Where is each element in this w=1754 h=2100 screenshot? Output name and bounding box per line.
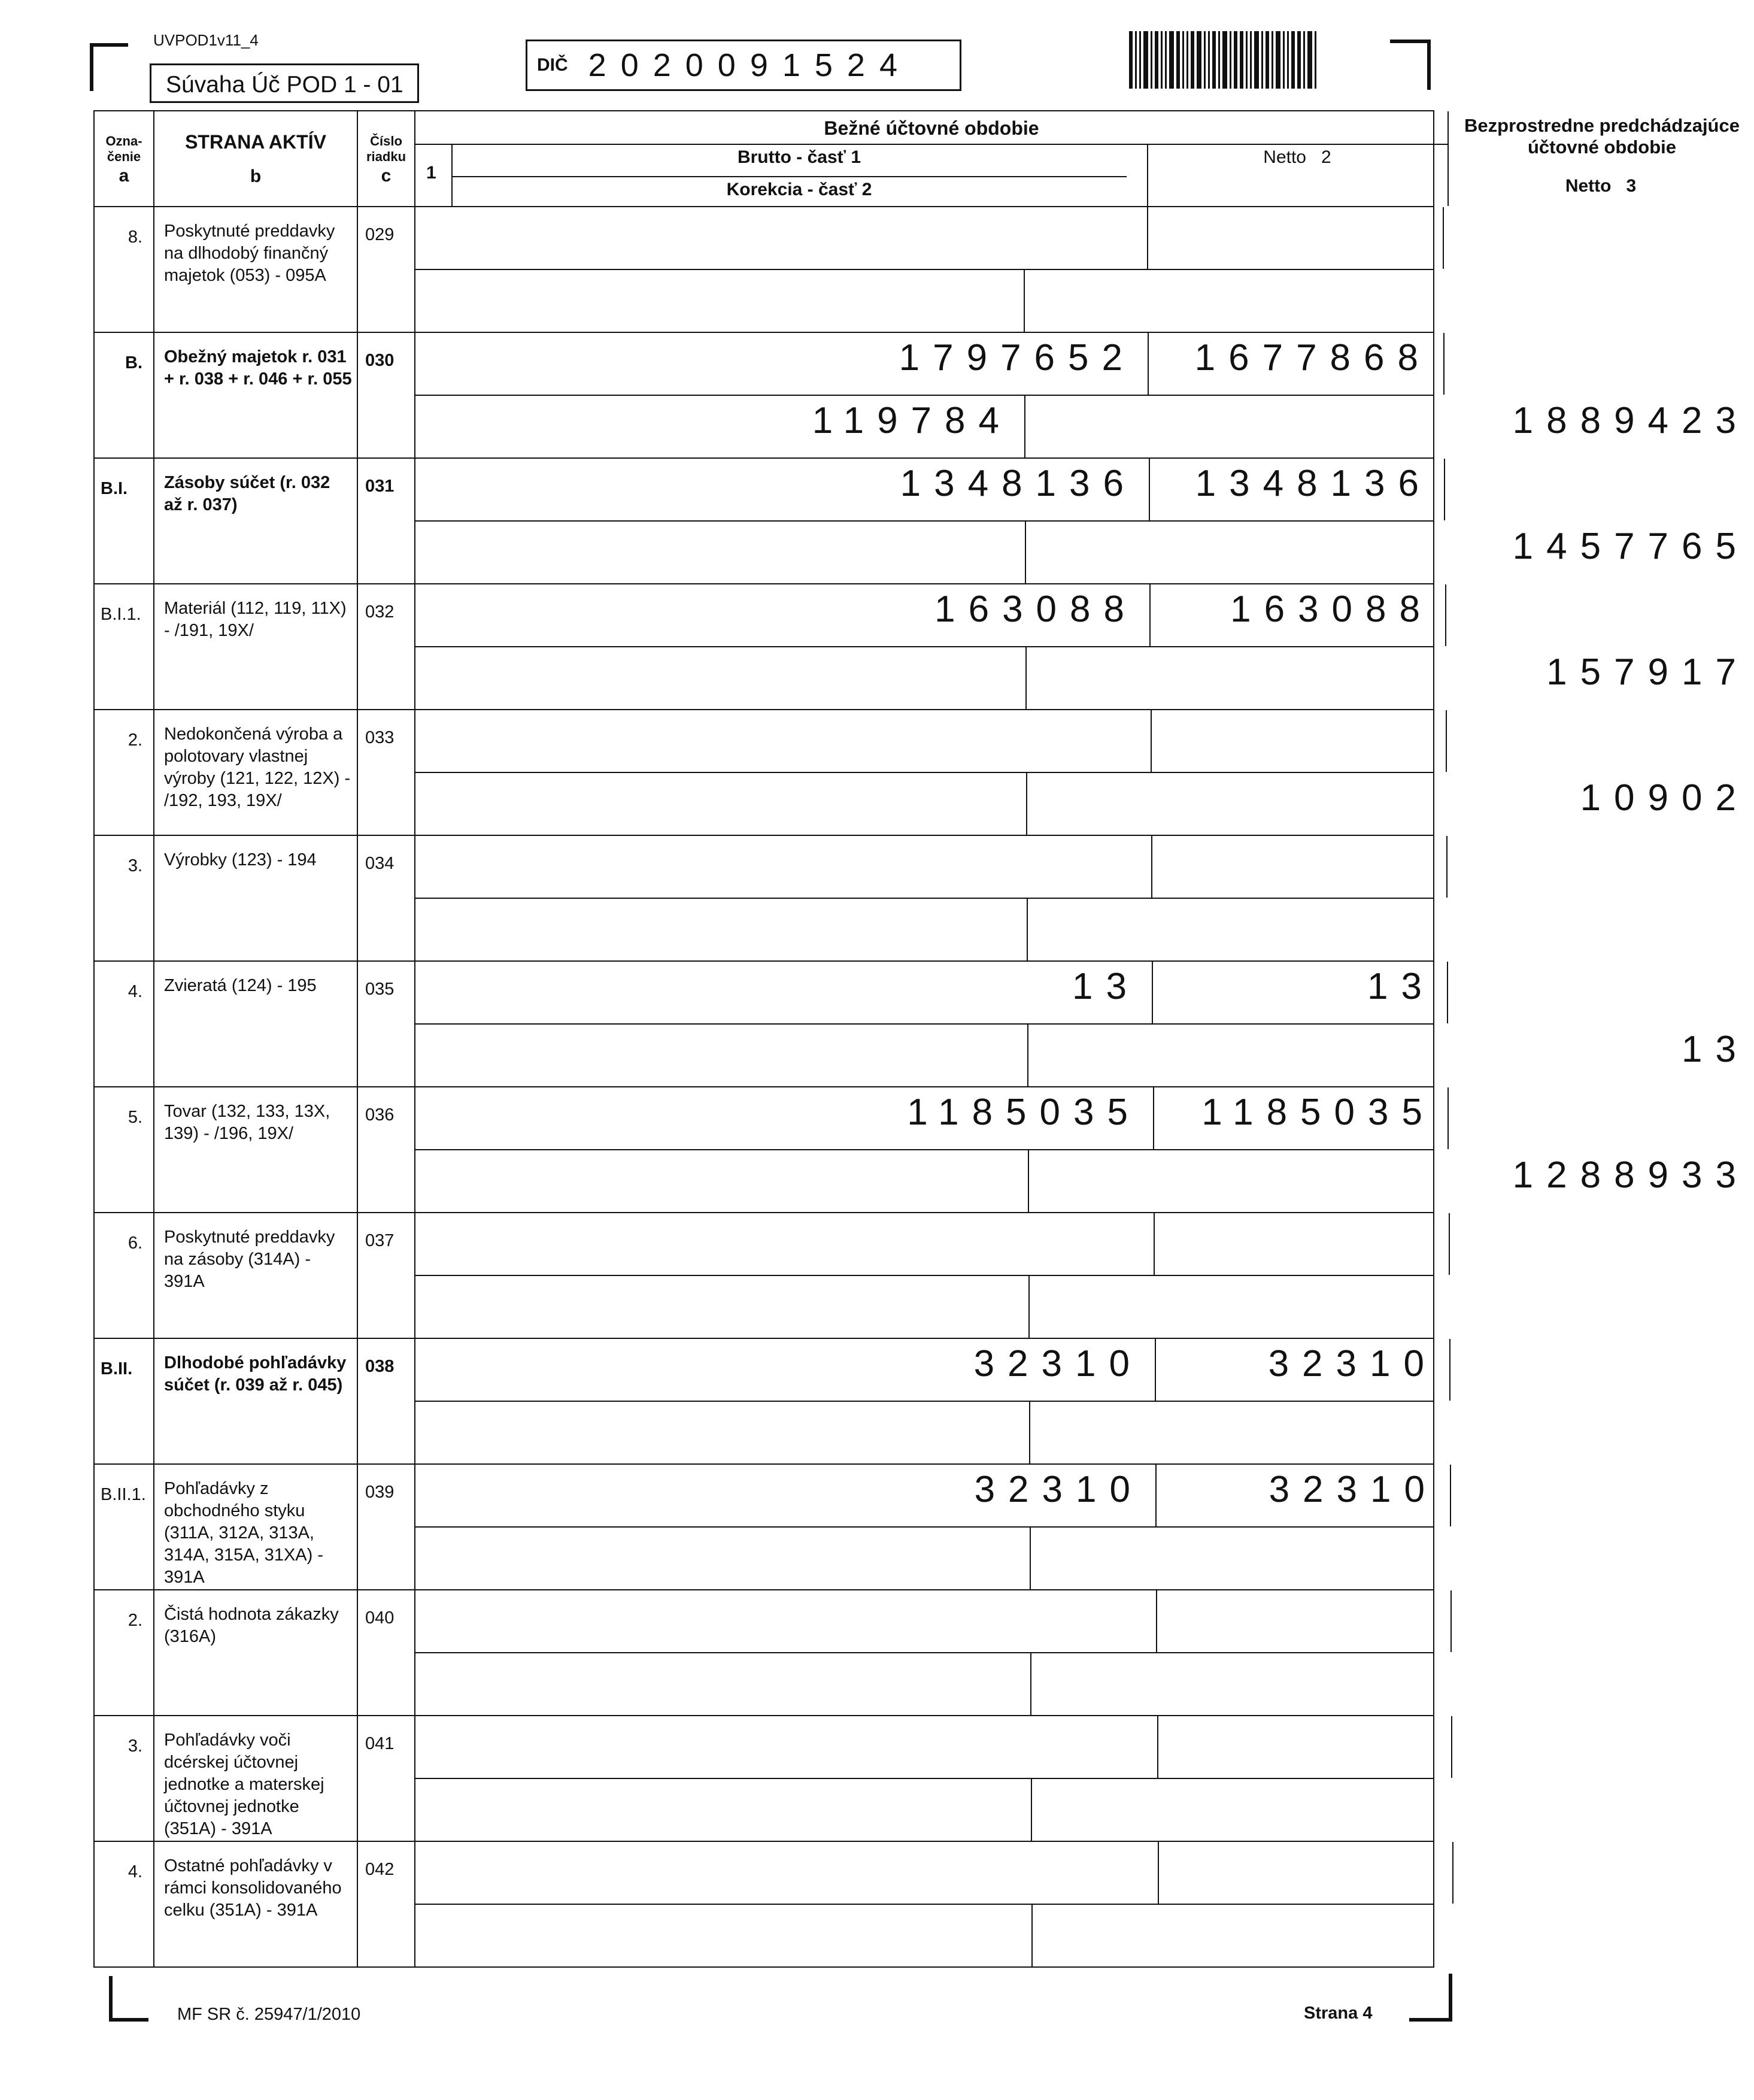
row-mark: 4. <box>94 1841 154 1967</box>
row-label: Pohľadávky voči dcérskej účtovnej jednotke a materskej účtovnej jednotke (351A) - 391A <box>154 1716 357 1841</box>
table-row <box>94 584 1434 710</box>
row-values <box>415 1087 1749 1213</box>
row-mark: 4. <box>94 961 154 1087</box>
row-number: 037 <box>357 1213 415 1338</box>
barcode-bar <box>1287 31 1289 89</box>
netto-prev-value: 157917 <box>1546 651 1749 693</box>
brutto-label-text: Brutto - časť 1 <box>737 147 861 167</box>
barcode-bar <box>1266 31 1269 89</box>
row-values <box>415 710 1749 835</box>
barcode-bar <box>1197 31 1201 89</box>
row-label: Obežný majetok r. 031 + r. 038 + r. 046 + r. 055 <box>154 332 357 458</box>
korekcia-divider <box>1027 898 1028 960</box>
netto-divider <box>1158 1842 1159 1904</box>
prev-divider <box>1446 710 1447 772</box>
row-label: Tovar (132, 133, 13X, 139) - /196, 19X/ <box>154 1087 357 1213</box>
korekcia-label-text: Korekcia - časť 2 <box>726 180 872 199</box>
row-mark: 3. <box>94 835 154 961</box>
barcode-bar <box>1297 31 1301 89</box>
barcode-bar <box>1291 31 1295 89</box>
row-label: Výrobky (123) - 194 <box>154 835 357 961</box>
barcode-bar <box>1254 31 1259 89</box>
barcode-bar <box>1135 31 1137 89</box>
barcode-bar <box>1283 31 1285 89</box>
korekcia-label <box>451 180 1147 200</box>
netto-divider <box>1151 710 1152 772</box>
netto-divider <box>1154 1213 1155 1275</box>
row-values <box>415 1338 1437 1464</box>
netto-prev-value: 1457765 <box>1512 526 1749 567</box>
barcode-bar <box>1129 31 1133 89</box>
previous-period-label: Bezprostredne predchádzajúce účtovné obdobie <box>1464 115 1740 157</box>
netto-value: 163088 <box>1230 589 1433 630</box>
barcode-bar <box>1204 31 1206 89</box>
netto-divider <box>1157 1716 1158 1778</box>
col-header-mark-letter: a <box>119 166 129 186</box>
row-mid-line <box>415 1023 1433 1025</box>
prev-divider <box>1450 1590 1452 1652</box>
netto-value: 1185035 <box>1201 1092 1436 1133</box>
netto-divider <box>1156 1590 1157 1652</box>
row-label: Dlhodobé pohľadávky súčet (r. 039 až r. 045) <box>154 1338 357 1464</box>
barcode-bar <box>1240 31 1243 89</box>
row-number: 035 <box>357 961 415 1087</box>
table-row <box>94 710 1434 835</box>
brutto-value: 1185035 <box>907 1092 1141 1133</box>
barcode-bar <box>1212 31 1216 89</box>
footer-page: Strana 4 <box>1304 2004 1373 2023</box>
col-header-values <box>415 111 1740 207</box>
barcode-bar <box>1186 31 1188 89</box>
row-mid-line <box>415 772 1433 773</box>
prev-divider <box>1452 1842 1453 1904</box>
row-mark: B.I.1. <box>94 584 154 710</box>
row-label: Materiál (112, 119, 11X) - /191, 19X/ <box>154 584 357 710</box>
row-mid-line <box>415 1652 1433 1653</box>
row-values <box>415 207 1434 332</box>
row-number: 029 <box>357 207 415 332</box>
brutto-value: 32310 <box>973 1343 1143 1384</box>
barcode-bar <box>1250 31 1252 89</box>
barcode-bar <box>1261 31 1263 89</box>
table-row <box>94 332 1434 458</box>
row-number: 042 <box>357 1841 415 1967</box>
row-mark: B.II. <box>94 1338 154 1464</box>
row-label: Zásoby súčet (r. 032 až r. 037) <box>154 458 357 584</box>
table-row <box>94 1464 1434 1590</box>
barcode-bar <box>1143 31 1148 89</box>
barcode-bar <box>1208 31 1210 89</box>
row-mark: 6. <box>94 1213 154 1338</box>
barcode-bar <box>1161 31 1163 89</box>
prev-divider <box>1446 836 1447 898</box>
netto-value: 1677868 <box>1194 337 1431 378</box>
barcode-bar <box>1191 31 1194 89</box>
col-header-rownum <box>357 111 415 207</box>
row-values <box>415 1464 1438 1590</box>
brutto-value: 163088 <box>934 589 1137 630</box>
row-number: 040 <box>357 1590 415 1716</box>
row-number: 038 <box>357 1338 415 1464</box>
brutto-value: 1797652 <box>899 337 1136 378</box>
row-values <box>415 961 1749 1087</box>
prev-divider <box>1451 1716 1452 1778</box>
table-row <box>94 1087 1434 1213</box>
prev-divider <box>1444 459 1445 520</box>
row-label: Poskytnuté preddavky na zásoby (314A) - 391A <box>154 1213 357 1338</box>
korekcia-divider <box>1030 1652 1031 1715</box>
form-code: UVPOD1v11_4 <box>153 31 259 49</box>
netto-prev-label-num: 3 <box>1626 176 1637 196</box>
korekcia-divider <box>1031 1904 1033 1966</box>
col-header-name <box>154 111 357 207</box>
row-number: 032 <box>357 584 415 710</box>
col-header-name-letter: b <box>250 166 262 186</box>
barcode-bar <box>1272 31 1273 89</box>
row-mid-line <box>415 1401 1433 1402</box>
brutto-label <box>451 147 1147 168</box>
netto-prev-label <box>1447 176 1754 196</box>
row-label: Pohľadávky z obchodného styku (311A, 312A, 313A, 314A, 315A, 31XA) - 391A <box>154 1464 357 1590</box>
dic-label: DIČ <box>537 55 568 75</box>
netto-value: 1348136 <box>1195 463 1432 504</box>
barcode-bar <box>1222 31 1227 89</box>
prev-divider <box>1445 584 1446 646</box>
row-mid-line <box>415 1904 1433 1905</box>
barcode-bar <box>1303 31 1305 89</box>
korekcia-divider <box>1029 1401 1030 1463</box>
row-mark: B. <box>94 332 154 458</box>
row-mark: 3. <box>94 1716 154 1841</box>
netto-prev-value: 13 <box>1682 1029 1749 1070</box>
barcode-bar <box>1182 31 1184 89</box>
row-mid-line <box>415 1526 1433 1528</box>
row-mid-line <box>415 269 1433 270</box>
prev-divider <box>1443 333 1445 395</box>
row-number: 039 <box>357 1464 415 1590</box>
table-row <box>94 207 1434 332</box>
row-number: 031 <box>357 458 415 584</box>
assets-table <box>93 110 1749 1968</box>
korekcia-divider <box>1028 1275 1030 1338</box>
row-label: Zvieratá (124) - 195 <box>154 961 357 1087</box>
col-header-rownum-letter: c <box>381 166 392 186</box>
netto-label <box>1147 147 1447 168</box>
corner-mark-bottom-right <box>1409 2018 1452 2022</box>
netto-value: 32310 <box>1268 1343 1437 1384</box>
row-values <box>415 1716 1434 1841</box>
sheet-title: Súvaha Úč POD 1 - 01 <box>150 63 419 103</box>
row-values <box>415 1590 1434 1716</box>
footer-reference: MF SR č. 25947/1/2010 <box>177 2005 361 2024</box>
barcode-icon <box>1129 31 1348 89</box>
netto-label-text: Netto <box>1263 147 1306 167</box>
prev-divider <box>1449 1213 1450 1275</box>
barcode-bar <box>1139 31 1141 89</box>
current-period-label: Bežné účtovné obdobie <box>824 117 1039 139</box>
row-mid-line <box>415 395 1433 396</box>
row-number: 034 <box>357 835 415 961</box>
row-label: Poskytnuté preddavky na dlhodobý finančný majetok (053) - 095A <box>154 207 357 332</box>
prev-divider <box>1450 1465 1451 1526</box>
corner-mark-bottom-left-v <box>109 1976 113 2022</box>
barcode-bar <box>1307 31 1312 89</box>
barcode-bar <box>1176 31 1180 89</box>
corner-mark-top-right-v <box>1427 40 1431 90</box>
col-header-name-text: STRANA AKTÍV <box>185 131 326 153</box>
brutto-value: 1348136 <box>900 463 1137 504</box>
corner-mark-bottom-left <box>109 2018 148 2022</box>
col-header-mark-text: Ozna- čenie <box>105 134 142 164</box>
barcode-bar <box>1218 31 1220 89</box>
corner-mark-top-right <box>1390 40 1431 43</box>
netto-divider <box>1151 836 1152 898</box>
corner-mark-bottom-right-v <box>1449 1974 1452 2022</box>
row-number: 036 <box>357 1087 415 1213</box>
barcode-bar <box>1276 31 1280 89</box>
brutto-value: 13 <box>1072 966 1140 1007</box>
netto-prev-label-text: Netto <box>1565 176 1612 196</box>
row-number: 030 <box>357 332 415 458</box>
netto-prev-value: 10902 <box>1580 777 1749 819</box>
korekcia-divider <box>1024 269 1025 332</box>
table-row <box>94 1716 1434 1841</box>
row-label: Nedokončená výroba a polotovary vlastnej výroby (121, 122, 12X) - /192, 193, 19X/ <box>154 710 357 835</box>
row-mid-line <box>415 520 1433 522</box>
table-row <box>94 835 1434 961</box>
row-mark: 2. <box>94 1590 154 1716</box>
row-mark: B.II.1. <box>94 1464 154 1590</box>
netto-label-num: 2 <box>1321 147 1331 167</box>
row-mid-line <box>415 646 1433 647</box>
row-values <box>415 1841 1434 1967</box>
netto-value: 13 <box>1367 966 1435 1007</box>
brutto-value: 32310 <box>974 1469 1143 1510</box>
row-values <box>415 1213 1434 1338</box>
row-number: 041 <box>357 1716 415 1841</box>
col-header-rownum-text: Číslo riadku <box>366 134 406 164</box>
korekcia-divider <box>1030 1526 1031 1589</box>
row-mid-line <box>415 1149 1433 1150</box>
dic-value: 2020091524 <box>588 47 912 83</box>
barcode-bar <box>1169 31 1174 89</box>
prev-divider <box>1443 207 1444 269</box>
netto-prev-value: 1889423 <box>1512 400 1749 441</box>
row-label: Čistá hodnota zákazky (316A) <box>154 1590 357 1716</box>
row-mark: 5. <box>94 1087 154 1213</box>
prev-divider <box>1447 962 1448 1023</box>
barcode-bar <box>1155 31 1158 89</box>
table-row <box>94 1213 1434 1338</box>
barcode-bar <box>1230 31 1231 89</box>
row-mark: 2. <box>94 710 154 835</box>
row-values <box>415 584 1749 710</box>
barcode-bar <box>1315 31 1316 89</box>
korekcia-divider <box>1031 1778 1032 1841</box>
prev-divider <box>1447 1087 1449 1149</box>
row-number: 033 <box>357 710 415 835</box>
table-row <box>94 961 1434 1087</box>
korekcia-value: 119784 <box>812 400 1012 441</box>
table-row <box>94 458 1434 584</box>
corner-mark-top-left <box>90 43 128 47</box>
dic-box <box>526 40 961 91</box>
netto-divider <box>1147 207 1148 269</box>
hdr-line-1 <box>415 144 1447 145</box>
col1-label: 1 <box>426 163 436 183</box>
barcode-bar <box>1246 31 1248 89</box>
netto-prev-value: 1288933 <box>1512 1154 1749 1196</box>
row-values <box>415 458 1749 584</box>
table-row <box>94 1338 1434 1464</box>
corner-mark-top-left-v <box>90 43 93 91</box>
row-values <box>415 835 1434 961</box>
row-values <box>415 332 1749 458</box>
barcode-bar <box>1151 31 1152 89</box>
row-mid-line <box>415 1778 1433 1779</box>
table-row <box>94 1590 1434 1716</box>
col-header-mark <box>94 111 154 207</box>
row-mark: 8. <box>94 207 154 332</box>
barcode-bar <box>1234 31 1237 89</box>
row-mark: B.I. <box>94 458 154 584</box>
hdr-line-2 <box>451 176 1127 177</box>
row-mid-line <box>415 1275 1433 1276</box>
barcode-bar <box>1165 31 1167 89</box>
row-label: Ostatné pohľadávky v rámci konsolidovaného celku (351A) - 391A <box>154 1841 357 1967</box>
netto-value: 32310 <box>1269 1469 1438 1510</box>
prev-divider <box>1449 1339 1450 1401</box>
row-mid-line <box>415 898 1433 899</box>
table-row <box>94 1841 1434 1967</box>
